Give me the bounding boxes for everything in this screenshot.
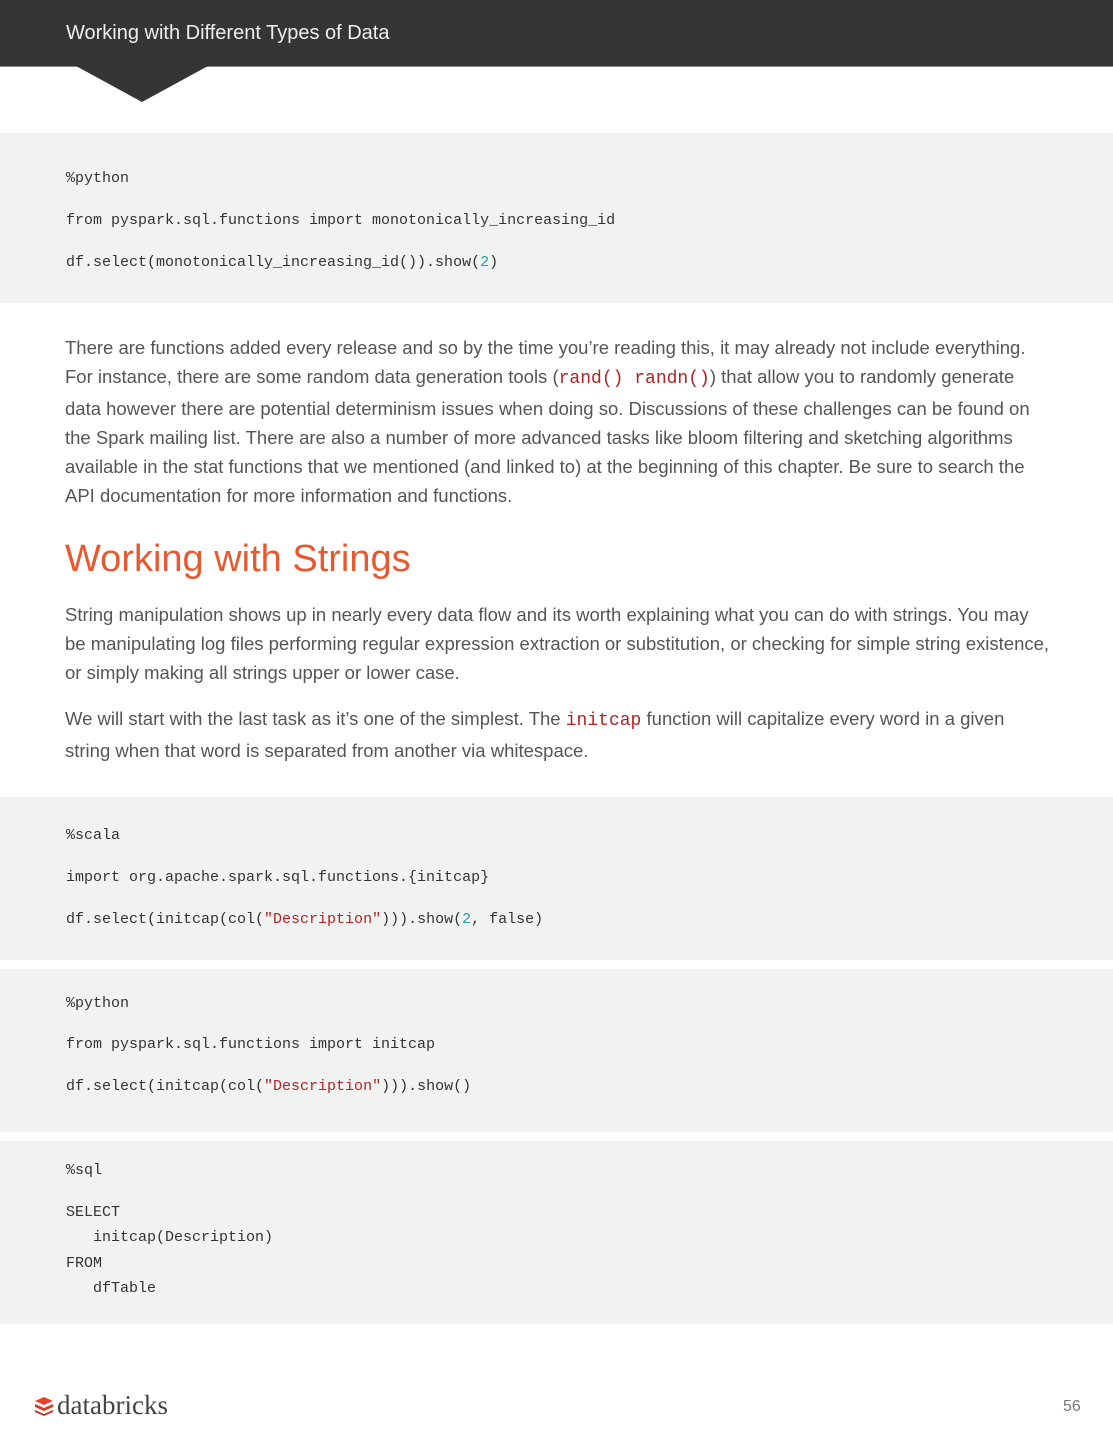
paragraph-strings-intro: String manipulation shows up in nearly every data flow and its worth explaining what you can do with strings. You may be manipulating log files performing regular expression extraction or substitution, or checking for simple string existence, or simply making all strings upper or lower case.: [65, 604, 1050, 683]
code-block-sql: [0, 1141, 1113, 1324]
code-lang: %sql: [66, 1162, 103, 1179]
code-text: ))).show(: [381, 911, 463, 928]
code-lang: %python: [66, 170, 130, 187]
text: There are functions added every release and so by the time you’re reading this, it may already not include everything. For instance, there are some random data generation tools (: [65, 337, 1026, 387]
code-string: "Description": [264, 1078, 382, 1095]
inline-code: rand() randn(): [558, 369, 710, 389]
inline-code: initcap: [565, 711, 642, 731]
code-line: [66, 911, 543, 928]
code-text: df.select(initcap(col(: [66, 1078, 265, 1095]
text: ) that allow you to randomly generate data however there are potential determinism issues when doing so. Discussions of these challenges can be found on the Spark mailing list. There are also a number of more advanced tasks like bloom filtering and sketching algorithms available in the stat functions that we mentioned (and linked to) at the beginning of this chapter. Be sure to search the API documentation for more information and functions.: [65, 366, 1030, 506]
code-text: ): [489, 254, 499, 271]
databricks-logo: [34, 1390, 168, 1421]
code-text: df.select(initcap(col(: [66, 911, 265, 928]
text: We will start with the last task as it’s one of the simplest. The: [65, 708, 566, 729]
code-line: SELECT: [66, 1204, 121, 1221]
text: function will capitalize every word in a given string when that word is separated from another via whitespace.: [65, 708, 1005, 761]
header-notch: [76, 66, 208, 102]
code-number: 2: [480, 254, 490, 271]
code-block-scala: [0, 797, 1113, 960]
code-text: ))).show(): [381, 1078, 472, 1095]
code-line: initcap(Description): [66, 1229, 274, 1246]
code-line: FROM: [66, 1255, 103, 1272]
section-heading: Working with Strings: [65, 538, 411, 580]
page-number: 56: [1063, 1398, 1081, 1415]
code-line: from pyspark.sql.functions import monotonically_increasing_id: [66, 212, 616, 229]
code-block-python-2: [0, 969, 1113, 1132]
code-line: from pyspark.sql.functions import initcap: [66, 1036, 436, 1053]
page-header: [0, 0, 1113, 67]
databricks-logo-icon: [34, 1396, 54, 1416]
code-line: [66, 254, 498, 271]
code-lang: %scala: [66, 827, 121, 844]
paragraph-functions: [65, 333, 1050, 510]
code-text: , false): [471, 911, 544, 928]
chapter-title: Working with Different Types of Data: [66, 22, 390, 44]
code-number: 2: [462, 911, 472, 928]
logo-wordmark: databricks: [57, 1390, 168, 1420]
code-text: df.select(monotonically_increasing_id()).show(: [66, 254, 481, 271]
code-string: "Description": [264, 911, 382, 928]
code-block-python-1: [0, 133, 1113, 303]
code-line: dfTable: [66, 1280, 157, 1297]
paragraph-initcap: [65, 704, 1050, 765]
code-line: import org.apache.spark.sql.functions.{initcap}: [66, 869, 490, 886]
code-line: [66, 1078, 471, 1095]
code-lang: %python: [66, 995, 130, 1012]
